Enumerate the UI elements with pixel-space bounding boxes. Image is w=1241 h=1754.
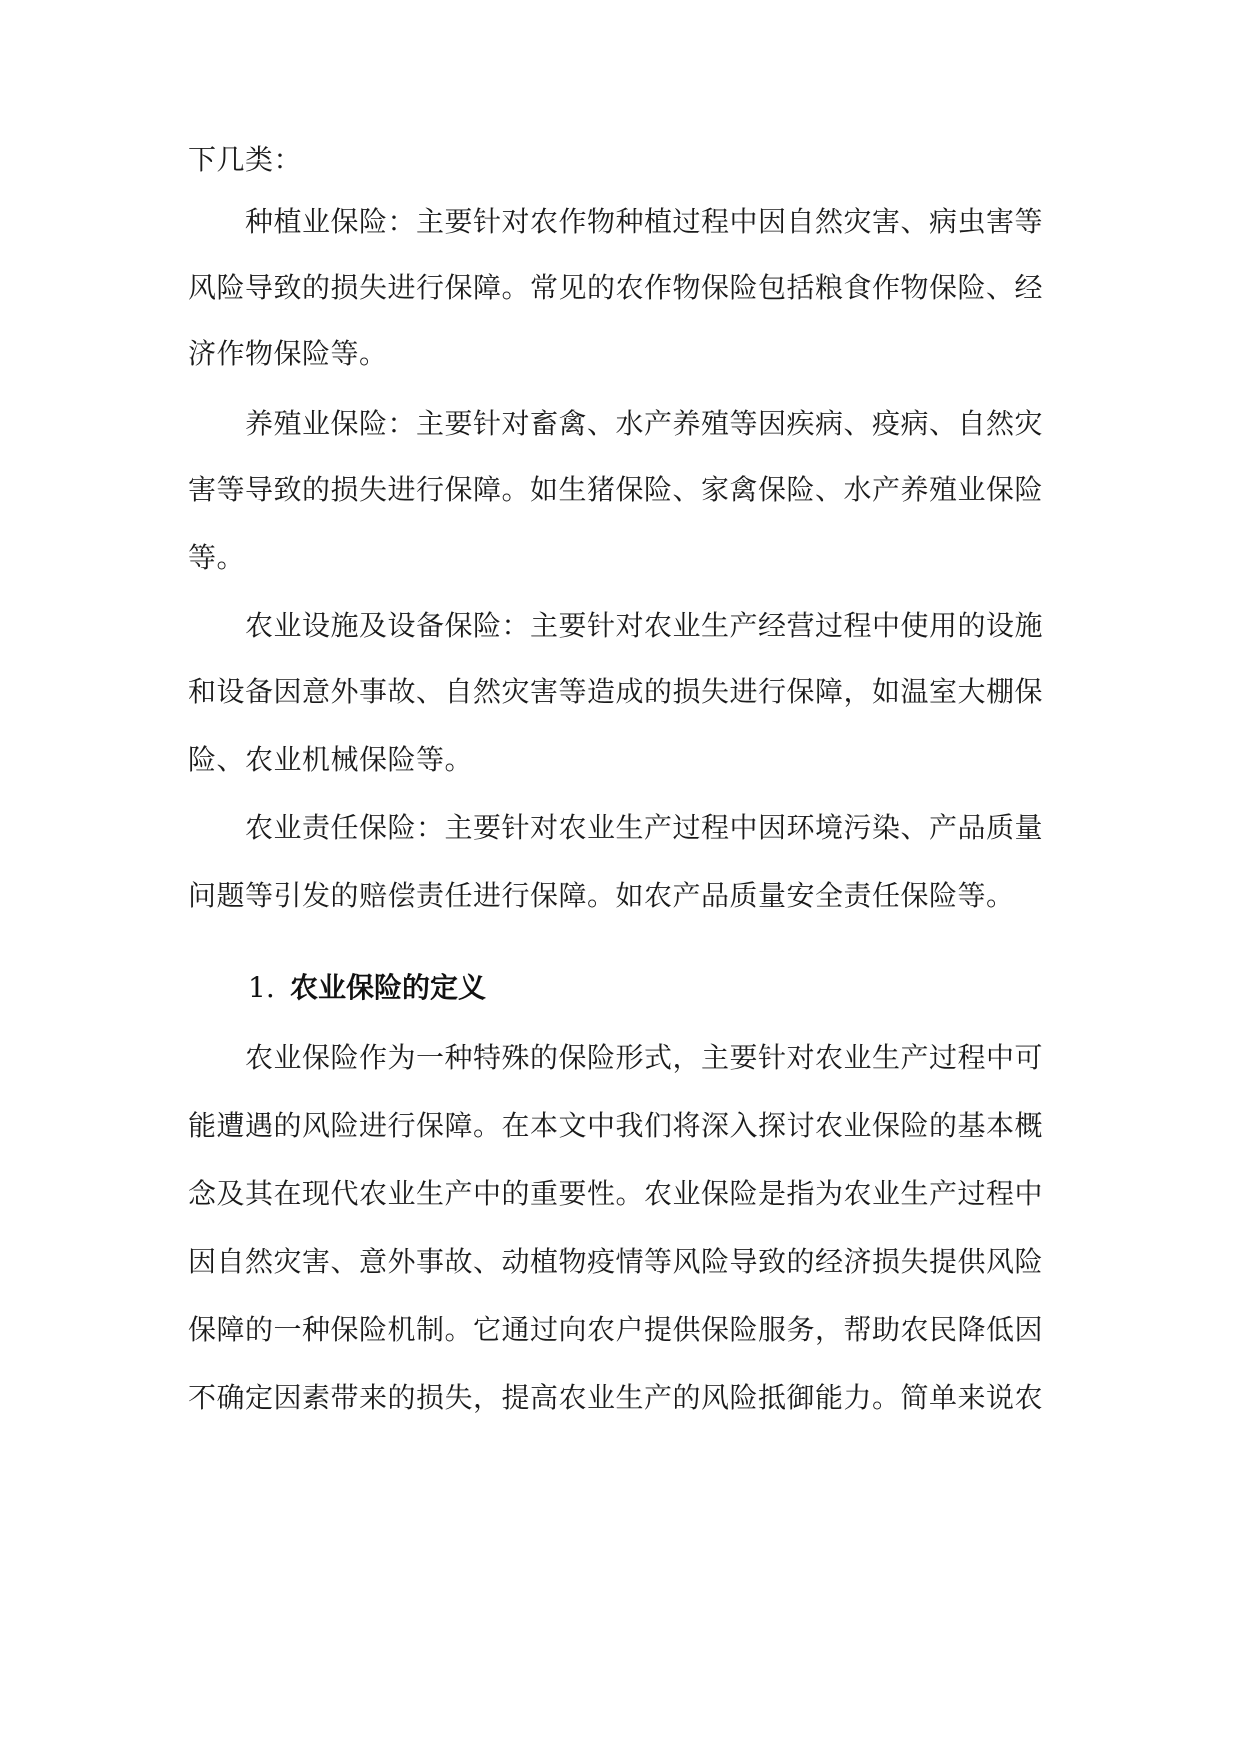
- text-line: 下几类：: [188, 143, 303, 176]
- text-line: 种植业保险：主要针对农作物种植过程中因自然灾害、病虫害等: [188, 205, 1044, 238]
- text-line: 农业设施及设备保险：主要针对农业生产经营过程中使用的设施: [188, 609, 1044, 642]
- text-line: 养殖业保险：主要针对畜禽、水产养殖等因疾病、疫病、自然灾: [188, 407, 1044, 440]
- text-line: 能遭遇的风险进行保障。在本文中我们将深入探讨农业保险的基本概: [188, 1109, 1044, 1142]
- text-line: 问题等引发的赔偿责任进行保障。如农产品质量安全责任保险等。: [188, 879, 1015, 912]
- text-line: 和设备因意外事故、自然灾害等造成的损失进行保障，如温室大棚保: [188, 675, 1044, 708]
- text-line: 害等导致的损失进行保障。如生猪保险、家禽保险、水产养殖业保险: [188, 473, 1044, 506]
- text-line: 险、农业机械保险等。: [188, 743, 474, 776]
- heading-number: 1.: [248, 971, 275, 1004]
- section-heading: [248, 968, 486, 1008]
- text-line: 农业保险作为一种特殊的保险形式，主要针对农业生产过程中可: [188, 1041, 1044, 1074]
- heading-title: 农业保险的定义: [290, 971, 487, 1004]
- text-line: 保障的一种保险机制。它通过向农户提供保险服务，帮助农民降低因: [188, 1313, 1044, 1346]
- text-line: 风险导致的损失进行保障。常见的农作物保险包括粮食作物保险、经: [188, 271, 1044, 304]
- text-line: 济作物保险等。: [188, 337, 388, 370]
- text-line: 等。: [188, 541, 246, 574]
- text-line: 农业责任保险：主要针对农业生产过程中因环境污染、产品质量: [188, 811, 1044, 844]
- text-line: 不确定因素带来的损失，提高农业生产的风险抵御能力。简单来说农: [188, 1381, 1044, 1414]
- text-line: 念及其在现代农业生产中的重要性。农业保险是指为农业生产过程中: [188, 1177, 1044, 1210]
- text-line: 因自然灾害、意外事故、动植物疫情等风险导致的经济损失提供风险: [188, 1245, 1044, 1278]
